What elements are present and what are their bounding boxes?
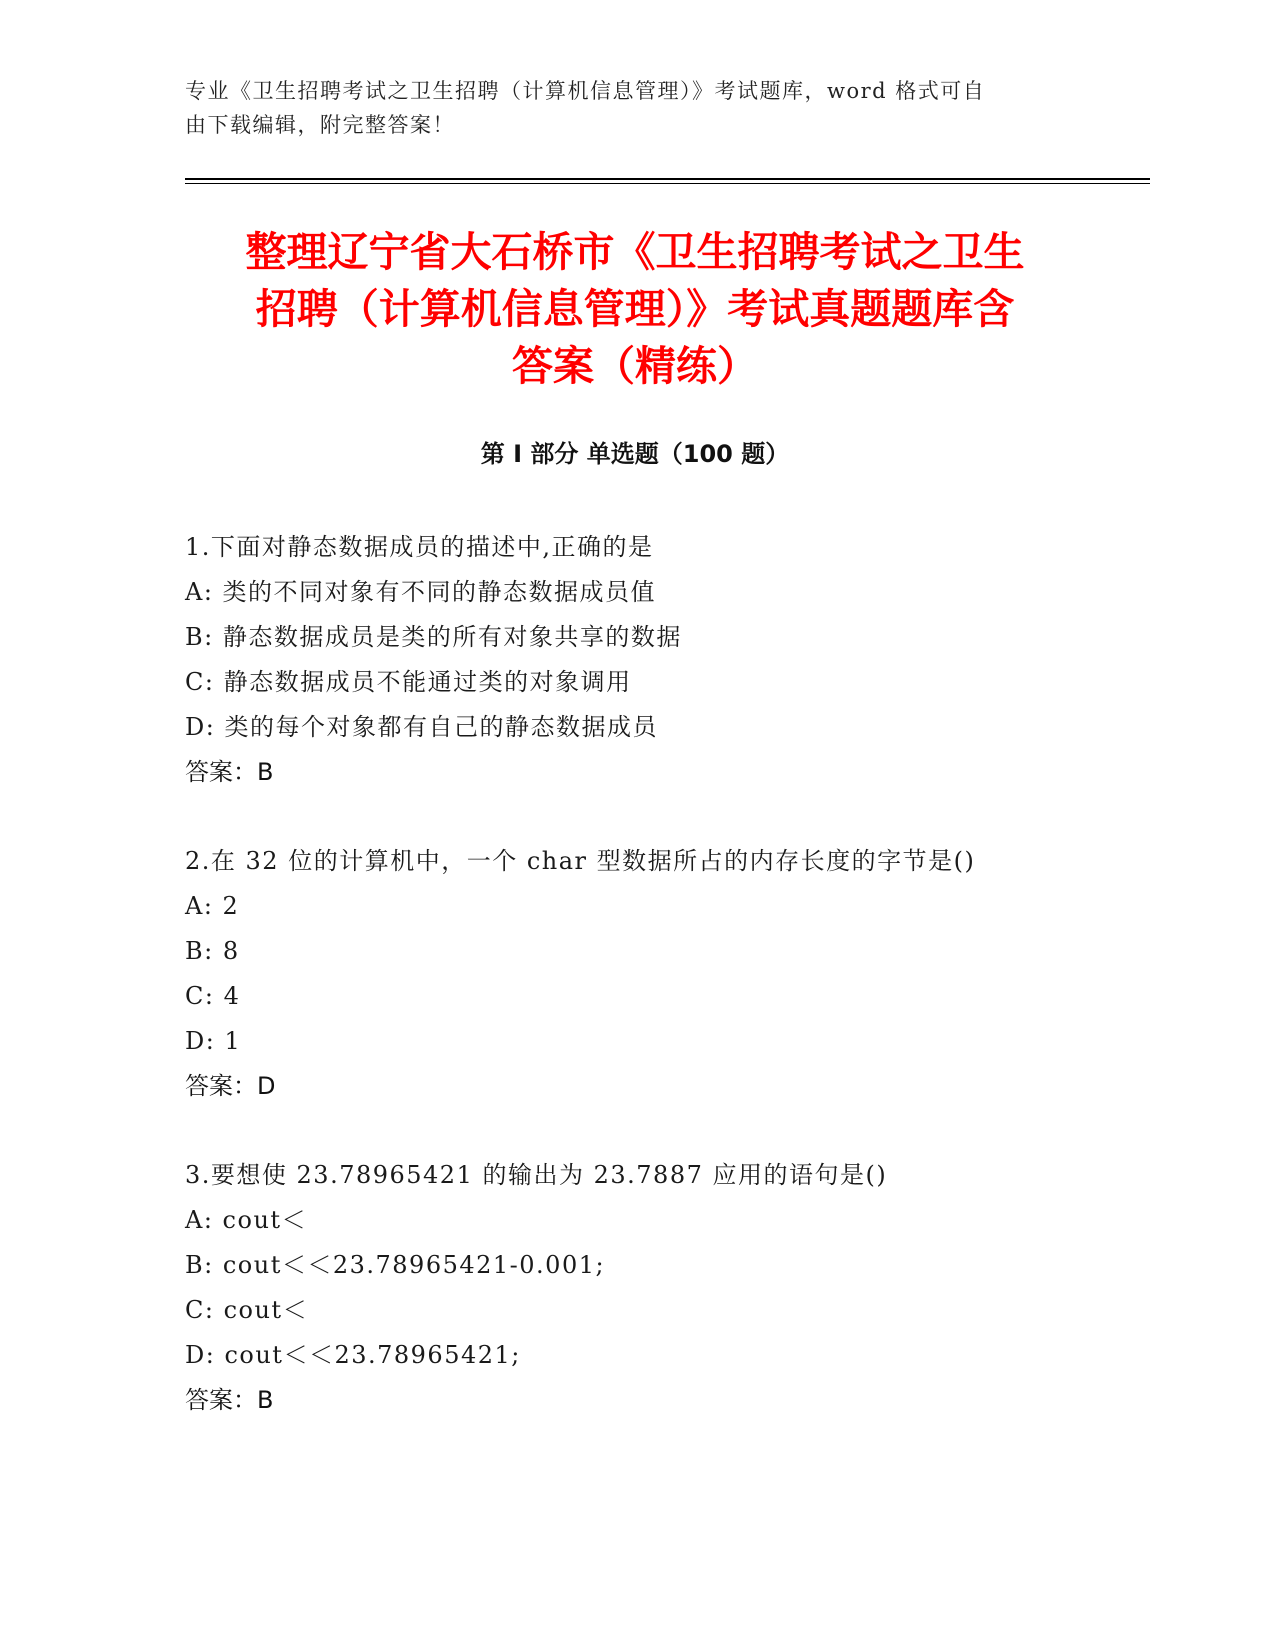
question-stem: 2.在 32 位的计算机中，一个 char 型数据所占的内存长度的字节是() xyxy=(185,847,976,875)
title-line-1: 整理辽宁省大石桥市《卫生招聘考试之卫生 xyxy=(245,228,1025,276)
header-divider-thick xyxy=(185,178,1150,180)
question-2 xyxy=(185,839,1085,1109)
option-b: B: 静态数据成员是类的所有对象共享的数据 xyxy=(185,623,682,651)
question-list xyxy=(185,525,1085,1467)
option-b: B: 8 xyxy=(185,937,240,965)
title-line-2: 招聘（计算机信息管理）》考试真题题库含 xyxy=(255,285,1015,333)
question-1 xyxy=(185,525,1085,795)
option-a: A: 2 xyxy=(185,892,240,920)
option-a: A: 类的不同对象有不同的静态数据成员值 xyxy=(185,578,657,606)
header-divider-thin xyxy=(185,183,1150,184)
option-d: D: 类的每个对象都有自己的静态数据成员 xyxy=(185,713,658,741)
answer-line: 答案：B xyxy=(185,1386,274,1414)
title-line-3: 答案（精练） xyxy=(512,342,758,390)
option-b: B: cout＜＜23.78965421-0.001; xyxy=(185,1251,606,1279)
option-d: D: cout＜＜23.78965421; xyxy=(185,1341,521,1369)
header-note-line-2: 由下载编辑，附完整答案！ xyxy=(185,113,455,137)
question-stem: 1.下面对静态数据成员的描述中,正确的是 xyxy=(185,533,654,561)
header-note xyxy=(185,74,1075,142)
option-c: C: cout＜ xyxy=(185,1296,309,1324)
answer-line: 答案：B xyxy=(185,758,274,786)
section-heading: 第 I 部分 单选题（100 题） xyxy=(480,440,790,468)
question-3 xyxy=(185,1153,1085,1423)
option-c: C: 静态数据成员不能通过类的对象调用 xyxy=(185,668,632,696)
answer-line: 答案：D xyxy=(185,1072,276,1100)
question-stem: 3.要想使 23.78965421 的输出为 23.7887 应用的语句是() xyxy=(185,1161,888,1189)
option-d: D: 1 xyxy=(185,1027,242,1055)
option-a: A: cout＜ xyxy=(185,1206,308,1234)
document-title xyxy=(185,224,1085,395)
header-note-line-1: 专业《卫生招聘考试之卫生招聘（计算机信息管理）》考试题库，word 格式可自 xyxy=(185,79,986,103)
option-c: C: 4 xyxy=(185,982,241,1010)
